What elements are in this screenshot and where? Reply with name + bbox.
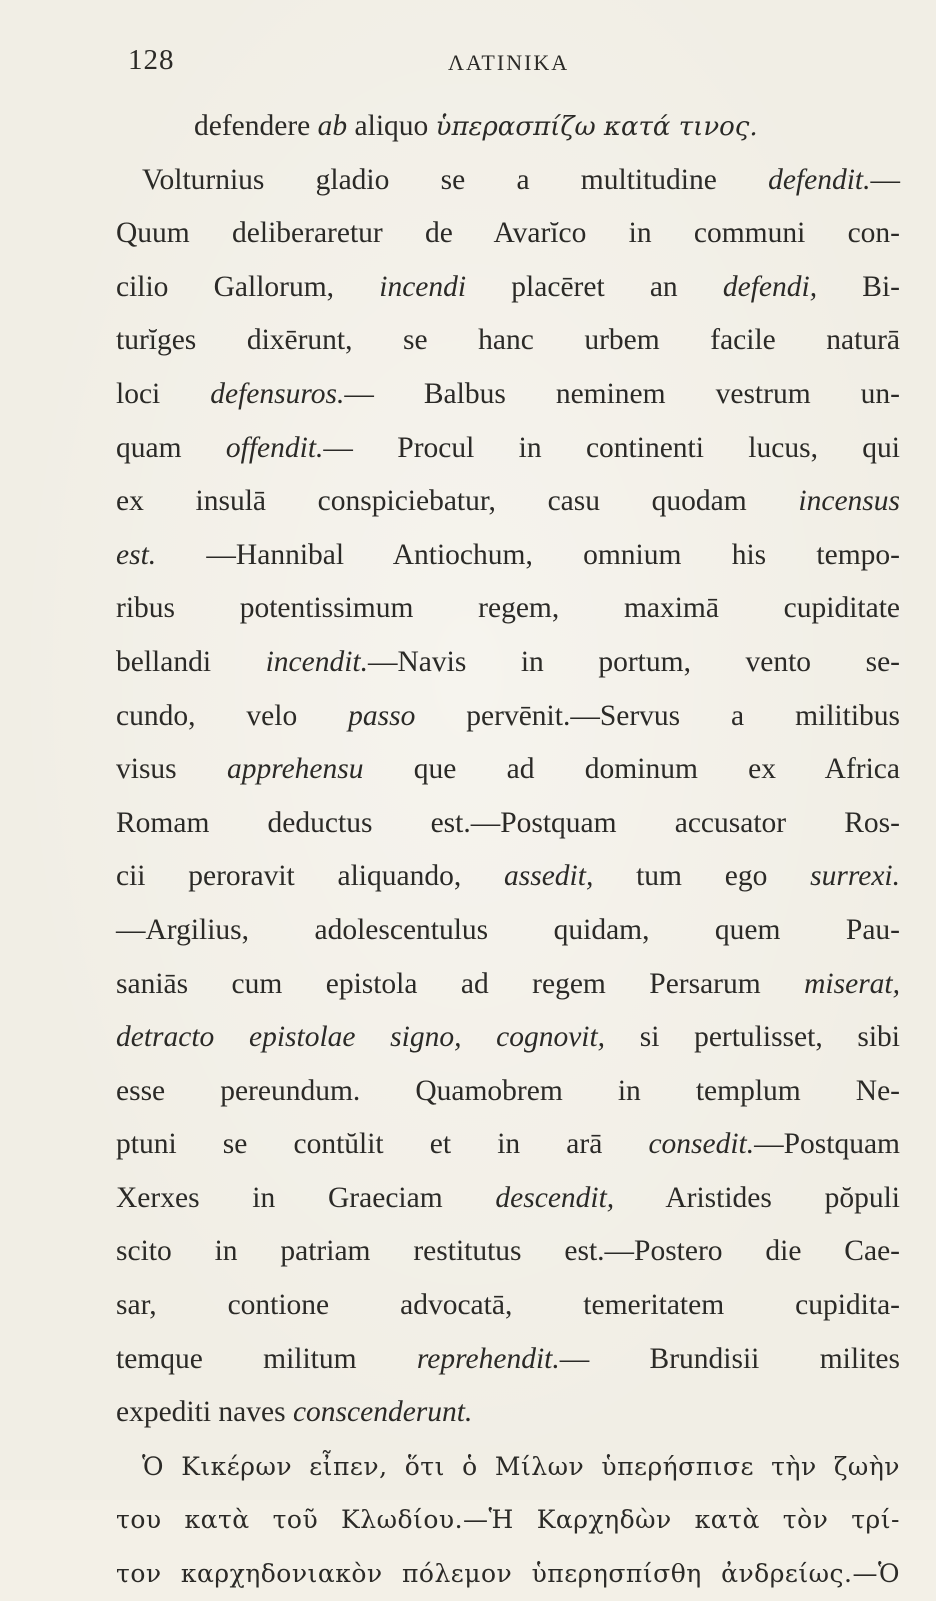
text-line bbox=[116, 1493, 900, 1547]
text-run: scito in patriam restitutus est.—Postero die Cae- bbox=[116, 1235, 900, 1268]
page-number: 128 bbox=[128, 44, 175, 76]
italic-term: apprehensu bbox=[226, 753, 364, 786]
text-run: cundo, velo bbox=[116, 699, 349, 732]
text-run: ribus potentissimum regem, maximā cupiditate bbox=[116, 592, 900, 625]
text-line bbox=[116, 100, 900, 154]
text-run: aliquo bbox=[347, 110, 436, 142]
text-line bbox=[116, 154, 900, 208]
text-line bbox=[116, 529, 900, 583]
text-run: quam bbox=[116, 431, 226, 464]
italic-term: surrexi. bbox=[810, 860, 900, 893]
italic-term: incendi bbox=[379, 270, 467, 303]
text-run: cii peroravit aliquando, bbox=[116, 860, 504, 893]
text-line bbox=[116, 1118, 900, 1172]
italic-term: miserat, bbox=[804, 967, 900, 1000]
body-text bbox=[116, 100, 900, 1601]
text-run: temque militum bbox=[116, 1342, 417, 1375]
text-line bbox=[116, 475, 900, 529]
greek-text: Ὁ Κικέρων εἶπεν, ὅτι ὁ Μίλων ὑπερήσπισε τὴν ζωὴν bbox=[142, 1451, 900, 1481]
text-run: ex insulā conspiciebatur, casu quodam bbox=[116, 485, 799, 518]
greek-translation: ὑπερασπίζω κατά τινος. bbox=[435, 112, 758, 142]
text-line bbox=[116, 1279, 900, 1333]
text-run: esse pereundum. Quamobrem in templum Ne- bbox=[116, 1074, 900, 1107]
italic-term: detracto epistolae signo, cognovit, bbox=[116, 1021, 606, 1054]
text-line bbox=[116, 582, 900, 636]
text-run: Romam deductus est.—Postquam accusator Ros- bbox=[116, 806, 900, 839]
text-run: — Procul in continenti lucus, qui bbox=[323, 431, 900, 464]
text-run: —Hannibal Antiochum, omnium his tempo- bbox=[156, 538, 900, 571]
text-run: Xerxes in Graeciam bbox=[116, 1181, 496, 1214]
italic-term: incendit. bbox=[265, 645, 368, 678]
italic-term: conscenderunt. bbox=[292, 1396, 473, 1429]
text-line bbox=[116, 636, 900, 690]
italic-term: est. bbox=[116, 538, 157, 571]
italic-term: assedit, bbox=[504, 860, 594, 893]
text-line bbox=[116, 690, 900, 744]
text-line bbox=[116, 850, 900, 904]
text-run: loci bbox=[116, 377, 211, 410]
text-line bbox=[116, 207, 900, 261]
text-run: —Navis in portum, vento se- bbox=[367, 645, 900, 678]
text-line bbox=[116, 904, 900, 958]
text-run: ptuni se contŭlit et in arā bbox=[116, 1128, 649, 1161]
text-run: que ad dominum ex Africa bbox=[363, 753, 900, 786]
text-run: Volturnius gladio se a multitudine bbox=[142, 163, 769, 196]
text-run: —Argilius, adolescentulus quidam, quem Pau- bbox=[116, 913, 900, 946]
italic-term: consedit. bbox=[648, 1128, 755, 1161]
italic-term: descendit, bbox=[495, 1181, 615, 1214]
greek-text: του κατὰ τοῦ Κλωδίου.—Ἡ Καρχηδὼν κατὰ τὸν τρί- bbox=[116, 1505, 900, 1535]
text-line bbox=[116, 422, 900, 476]
italic-term: defendi, bbox=[722, 270, 818, 303]
running-title: ΛΑΤΙΝΙΚΑ bbox=[448, 50, 570, 75]
text-run: si pertulisset, sibi bbox=[605, 1021, 900, 1054]
text-run: visus bbox=[116, 753, 227, 786]
text-run: — Balbus neminem vestrum un- bbox=[344, 377, 900, 410]
text-line bbox=[116, 1547, 900, 1601]
italic-term: ab bbox=[317, 110, 348, 142]
text-run: pervēnit.—Servus a militibus bbox=[415, 699, 900, 732]
text-line bbox=[116, 1440, 900, 1494]
italic-term: offendit. bbox=[225, 431, 324, 464]
text-run: turĭges dixērunt, se hanc urbem facile naturā bbox=[116, 324, 900, 357]
italic-term: passo bbox=[348, 699, 416, 732]
text-run: expediti naves bbox=[116, 1396, 293, 1429]
text-line bbox=[116, 1386, 900, 1440]
italic-term: reprehendit. bbox=[416, 1342, 560, 1375]
italic-term: defensuros. bbox=[210, 377, 345, 410]
text-run: Aristides pŏpuli bbox=[614, 1181, 900, 1214]
text-run: saniās cum epistola ad regem Persarum bbox=[116, 967, 805, 1000]
text-line bbox=[116, 743, 900, 797]
text-line bbox=[116, 1172, 900, 1226]
text-run: — Brundisii milites bbox=[559, 1342, 900, 1375]
text-run: — bbox=[870, 163, 900, 196]
text-line bbox=[116, 1065, 900, 1119]
text-line bbox=[116, 261, 900, 315]
text-line bbox=[116, 314, 900, 368]
text-line bbox=[116, 1225, 900, 1279]
text-run: cilio Gallorum, bbox=[116, 270, 380, 303]
text-run: —Postquam bbox=[754, 1128, 900, 1161]
text-line bbox=[116, 1011, 900, 1065]
text-run: Quum deliberaretur de Avarĭco in communi con- bbox=[116, 217, 900, 250]
text-run: bellandi bbox=[116, 645, 266, 678]
text-line bbox=[116, 1333, 900, 1387]
italic-term: incensus bbox=[798, 485, 900, 518]
text-run: defendere bbox=[194, 110, 318, 142]
page-header bbox=[128, 44, 898, 80]
text-run: sar, contione advocatā, temeritatem cupidita- bbox=[116, 1289, 900, 1322]
text-line bbox=[116, 797, 900, 851]
text-line bbox=[116, 958, 900, 1012]
text-run: tum ego bbox=[593, 860, 811, 893]
greek-text: τον καρχηδονιακὸν πόλεμον ὑπερησπίσθη ἀνδρείως.—Ὁ bbox=[116, 1559, 900, 1589]
text-line bbox=[116, 368, 900, 422]
italic-term: defendit. bbox=[768, 163, 871, 196]
text-run: placēret an bbox=[466, 270, 723, 303]
text-run: Bi- bbox=[817, 270, 901, 303]
